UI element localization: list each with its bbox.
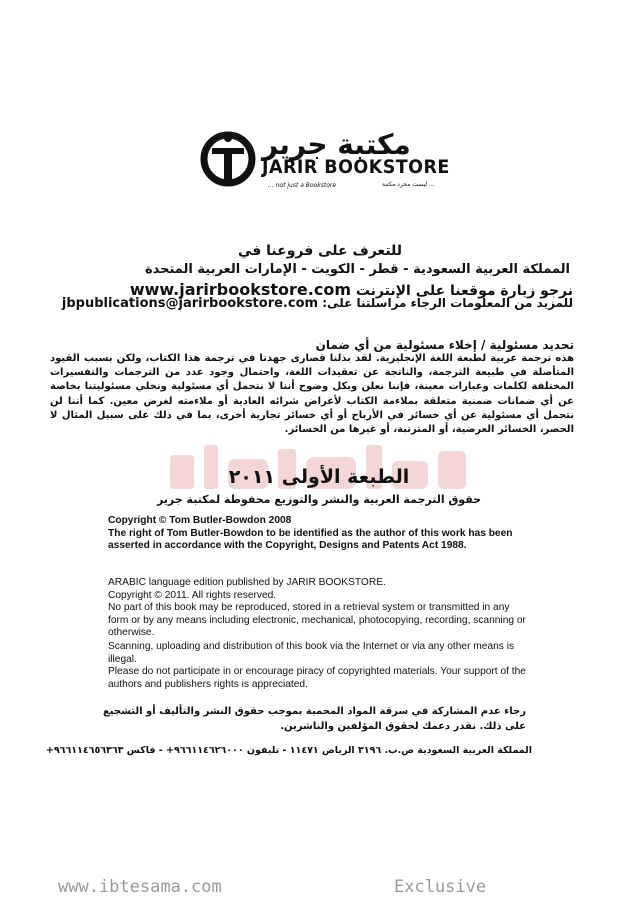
arabic-rights-line: حقوق الترجمة العربية والنشر والتوزيع محفوظة لمكتبة جرير bbox=[156, 493, 482, 506]
copyright-line: Copyright © Tom Butler-Bowdon 2008 bbox=[108, 515, 292, 526]
logo-arabic-name: مكتبة جرير bbox=[262, 128, 411, 161]
author-rights-statement: The right of Tom Butler-Bowdon to be identified as the author of this work has been asserted in accordance with the Copyright, Designs and Patents Act 1988. bbox=[108, 527, 513, 552]
copyright-year-line: Copyright © 2011. All rights reserved. bbox=[108, 589, 277, 601]
logo-english-name: JARIR BOOKSTORE bbox=[262, 156, 450, 178]
arabic-piracy-notice: رجاء عدم المشاركة في سرقة المواد المحمية بموجب حقوق النشر والتأليف أو التشجيع على ذلك. نقدر دعمك لحقوق المؤلفين والناشرين. bbox=[103, 706, 526, 732]
copyright-arabic-edition bbox=[108, 577, 528, 640]
scanning-notice: Scanning, uploading and distribution of this book via the Internet or via any other means is illegal. bbox=[108, 641, 515, 665]
branches-title: للتعرف على فروعنا في bbox=[237, 243, 403, 259]
logo-tagline-en: ... not just a Bookstore bbox=[268, 182, 337, 189]
reproduction-notice: No part of this book may be reproduced, stored in a retrieval system or transmitted in any form or by any means including electronic, mechanical, photocopying, recording, scanning or otherwise. bbox=[108, 602, 526, 639]
publisher-address: المملكة العربية السعودية ص.ب. ٣١٩٦ الرياض ١١٤٧١ - تليفون ٩٦٦١١٤٦٢٦٠٠٠+ - فاكس ٩٦٦١١٤٦٥٦٣٦٣+ bbox=[45, 745, 532, 756]
edition-title: الطبعة الأولى ٢٠١١ bbox=[228, 466, 410, 488]
piracy-notice: Please do not participate in or encourage piracy of copyrighted materials. Your support of the authors and publishers rights is appreciated. bbox=[108, 666, 526, 690]
contact-line bbox=[53, 296, 573, 311]
copyright-original bbox=[108, 515, 528, 553]
edition-publisher-line: ARABIC language edition published by JARIR BOOKSTORE. bbox=[108, 577, 386, 588]
disclaimer-body: هذه ترجمة عربية لطبعة اللغة الإنجليزية. لقد بذلنا قصارى جهدنا في ترجمة هذا الكتاب، ولكن بسبب القيود المتأصلة في طبيعة الترجمة، والناتجة عن تعقيدات اللغة، واحتمال وجود عدد من الترجمات والتفسيرات المختلفة لكلمات وعبارات معينة، فإننا نعلن وبكل وضوح أننا لا نتحمل أي مسئولية ونخلي مسئوليتنا بخاصة عن أي ضمانات ضمنية متعلقة بملاءمة الكتاب لأغراض شرائه العادية أو ملاءمته لغرض معين. كما أننا لن نتحمل أي مسئولية عن أي خسائر في الأرباح أو أي خسائر تجارية أخرى، بما في ذلك على سبيل المثال لا الحصر، الخسائر العرضية، أو المترتبة، أو غيرها من الخسائر. bbox=[50, 353, 574, 436]
branches-countries: المملكة العربية السعودية - قطر - الكويت - الإمارات العربية المتحدة bbox=[144, 262, 570, 277]
disclaimer-title: تحديد مسئولية / إخلاء مسئولية من أي ضمان bbox=[315, 338, 574, 352]
footer-exclusive: Exclusive bbox=[394, 877, 487, 897]
contact-text: للمزيد من المعلومات الرجاء مراسلتنا على: bbox=[322, 296, 573, 310]
footer-website: www.ibtesama.com bbox=[58, 877, 222, 897]
email-link[interactable]: jbpublications@jarirbookstore.com bbox=[61, 296, 319, 311]
website-link[interactable]: www.jarirbookstore.com bbox=[129, 280, 351, 299]
visit-text: نرجو زيارة موقعنا على الإنترنت bbox=[355, 283, 573, 299]
logo-tagline-ar: ... ليست مجرد مكتبة bbox=[382, 181, 435, 188]
piracy-notice-block bbox=[108, 641, 528, 691]
